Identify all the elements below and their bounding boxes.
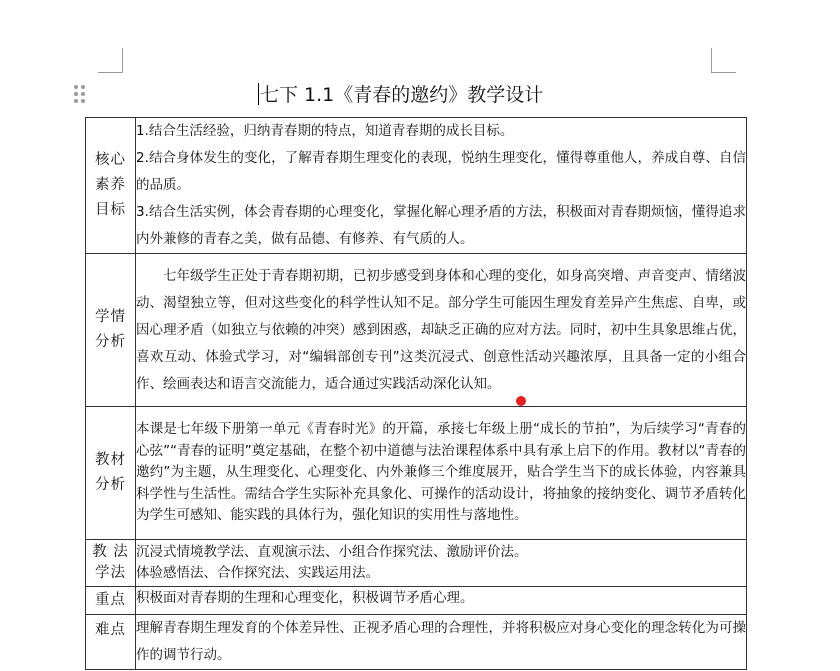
label-line: 教材: [95, 452, 126, 468]
cell-material-analysis[interactable]: [136, 407, 747, 540]
label-key-point: 重点: [86, 587, 136, 615]
label-material-analysis: [86, 407, 136, 540]
material-text: 本课是七年级下册第一单元《青春时光》的开篇，承接七年级上册“成长的节拍”，为后续学习“青春的心弦”“青春的证明”奠定基础，在整个初中道德与法治课程体系中具有承上启下的作用。教材以“青春的邀约”为主题，从生理变化、心理变化、内外兼修三个维度展开，贴合学生当下的成长体验，内容兼具科学性与生活性。需结合学生实际补充具象化、可操作的活动设计，将抽象的接纳变化、调节矛盾转化为学生可感知、能实践的具体行为，强化知识的实用性与落地性。: [136, 421, 746, 524]
label-core-goals: [86, 118, 136, 254]
difficulty-text: 理解青春期生理发育的个体差异性、正视矛盾心理的合理性，并将积极应对身心变化的理念转化为可操作的调节行动。: [136, 620, 746, 663]
text-cursor: [258, 83, 259, 105]
label-line: 学情: [95, 309, 126, 325]
row-key-point: [86, 587, 747, 615]
label-line: 分析: [95, 477, 126, 493]
label-line: 分析: [95, 334, 126, 350]
method-line: 沉浸式情境教学法、直观演示法、小组合作探究法、激励评价法。: [136, 544, 528, 560]
label-line: 教 法: [92, 544, 129, 560]
label-difficulty: 难点: [86, 615, 136, 670]
cell-core-goals[interactable]: [136, 118, 747, 254]
label-line: 核心: [95, 152, 126, 168]
cell-methods[interactable]: [136, 540, 747, 587]
pointer-marker: [516, 396, 526, 406]
label-methods: [86, 540, 136, 587]
row-difficulty: [86, 615, 747, 670]
document-title[interactable]: [258, 82, 543, 108]
drag-handle-icon[interactable]: [74, 85, 88, 103]
label-line: 目标: [95, 202, 126, 218]
row-core-goals: [86, 118, 747, 254]
row-learner-analysis: [86, 254, 747, 407]
method-line: 体验感悟法、合作探究法、实践运用法。: [136, 565, 379, 581]
goal-item: 2.结合身体发生的变化，了解青春期生理变化的表现，悦纳生理变化，懂得尊重他人，养成自尊、自信的品质。: [136, 150, 746, 193]
cell-key-point[interactable]: [136, 587, 747, 615]
label-line: 学法: [95, 565, 126, 581]
label-line: 素养: [95, 177, 126, 193]
label-learner-analysis: [86, 254, 136, 407]
goal-item: 3.结合生活实例，体会青春期的心理变化，掌握化解心理矛盾的方法，积极面对青春期烦恼，懂得追求内外兼修的青春之美，做有品德、有修养、有气质的人。: [136, 204, 746, 247]
margin-corner-top-left: [98, 48, 123, 73]
cell-learner-analysis[interactable]: [136, 254, 747, 407]
margin-corner-top-right: [711, 48, 736, 73]
goal-item: 1.结合生活经验，归纳青春期的特点，知道青春期的成长目标。: [136, 123, 514, 139]
row-material-analysis: [86, 407, 747, 540]
learner-text: 七年级学生正处于青春期初期，已初步感受到身体和心理的变化，如身高突增、声音变声、情绪波动、渴望独立等，但对这些变化的科学性认知不足。部分学生可能因生理发育差异产生焦虑、自卑，或因心理矛盾（如独立与依赖的冲突）感到困惑，却缺乏正确的应对方法。同时，初中生具象思维占优，喜欢互动、体验式学习，对“编辑部创专刊”这类沉浸式、创意性活动兴趣浓厚，且具备一定的小组合作、绘画表达和语言交流能力，适合通过实践活动深化认知。: [136, 267, 746, 392]
lesson-plan-table: [85, 117, 747, 670]
cell-difficulty[interactable]: [136, 615, 747, 670]
row-methods: [86, 540, 747, 587]
document-title-text: 七下 1.1《青春的邀约》教学设计: [260, 84, 544, 106]
key-point-text: 积极面对青春期的生理和心理变化，积极调节矛盾心理。: [136, 590, 474, 606]
